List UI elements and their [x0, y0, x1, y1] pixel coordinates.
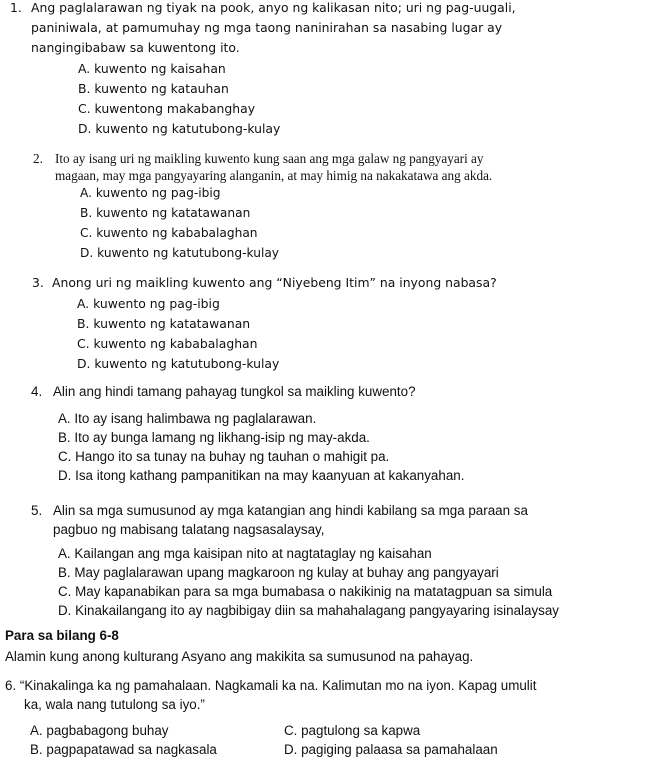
option-c: C. May kapanabikan para sa mga bumabasa o nakikinig na matatagpuan sa simula	[58, 584, 553, 599]
option-b: B. pagpapatawad sa nagkasala	[30, 742, 217, 757]
question-number: 4.	[31, 384, 43, 399]
question-text-line: Ang paglalarawan ng tiyak na pook, anyo ng kalikasan nito; uri ng pag-uugali,	[31, 0, 516, 15]
option-d: D. Kinakailangang ito ay nagbibigay diin sa mahahalagang pangyayaring isinalaysay	[58, 603, 559, 618]
question-text-line: pagbuo ng mabisang talatang nagsasalaysay,	[53, 522, 325, 537]
option-a: A. Kailangan ang mga kaisipan nito at nagtataglay ng kaisahan	[58, 546, 432, 561]
question-text-line: magaan, may mga pangyayaring alanganin, at may himig na nakakatawa ang akda.	[55, 168, 493, 183]
question-text-line: Ito ay isang uri ng maikling kuwento kung saan ang mga galaw ng pangyayari ay	[55, 151, 484, 166]
option-b: B. kuwento ng katauhan	[78, 81, 229, 96]
option-c: C. Hango ito sa tunay na buhay ng tauhan o mahigit pa.	[58, 449, 390, 464]
question-number: 5.	[31, 503, 43, 518]
option-d: D. kuwento ng katutubong-kulay	[78, 121, 281, 136]
option-c: C. kuwento ng kababalaghan	[80, 226, 258, 240]
question-number: 2.	[33, 151, 43, 166]
question-text-line: Anong uri ng maikling kuwento ang “Niyebeng Itim” na inyong nabasa?	[52, 275, 497, 290]
option-d: D. Isa itong kathang pampanitikan na may kaanyuan at kakanyahan.	[58, 468, 465, 483]
option-a: A. kuwento ng pag-ibig	[77, 296, 220, 311]
option-b: B. May paglalarawan upang magkaroon ng kulay at buhay ang pangyayari	[58, 565, 499, 580]
question-number: 3.	[32, 275, 44, 290]
option-a: A. pagbabagong buhay	[30, 723, 169, 738]
option-b: B. kuwento ng katatawanan	[80, 206, 251, 220]
option-a: A. kuwento ng kaisahan	[78, 61, 226, 76]
option-c: C. kuwento ng kababalaghan	[77, 336, 258, 351]
question-text-line: ka, wala nang tutulong sa iyo.”	[24, 697, 205, 712]
option-a: A. Ito ay isang halimbawa ng paglalarawan.	[58, 411, 317, 426]
section-title: Para sa bilang 6-8	[5, 628, 119, 643]
option-d: D. pagiging palaasa sa pamahalaan	[284, 742, 498, 757]
option-b: B. kuwento ng katatawanan	[77, 316, 251, 331]
question-text-line: Alin ang hindi tamang pahayag tungkol sa maikling kuwento?	[53, 384, 416, 399]
question-text-line: 6. “Kinakalinga ka ng pamahalaan. Nagkamali ka na. Kalimutan mo na iyon. Kapag umulit	[5, 678, 537, 693]
question-text-line: paniniwala, at pamumuhay ng mga taong naninirahan sa nasabing lugar ay	[31, 20, 503, 35]
option-d: D. kuwento ng katutubong-kulay	[80, 246, 280, 260]
option-d: D. kuwento ng katutubong-kulay	[77, 356, 280, 371]
question-number: 1.	[10, 0, 22, 15]
question-text-line: nangingibabaw sa kuwentong ito.	[31, 40, 240, 55]
question-text-line: Alin sa mga sumusunod ay mga katangian ang hindi kabilang sa mga paraan sa	[53, 503, 528, 518]
option-b: B. Ito ay bunga lamang ng likhang-isip ng may-akda.	[58, 430, 370, 445]
option-c: C. kuwentong makabanghay	[78, 101, 256, 116]
option-c: C. pagtulong sa kapwa	[284, 723, 421, 738]
option-a: A. kuwento ng pag-ibig	[80, 186, 221, 200]
section-instruction: Alamin kung anong kulturang Asyano ang makikita sa sumusunod na pahayag.	[5, 649, 474, 664]
